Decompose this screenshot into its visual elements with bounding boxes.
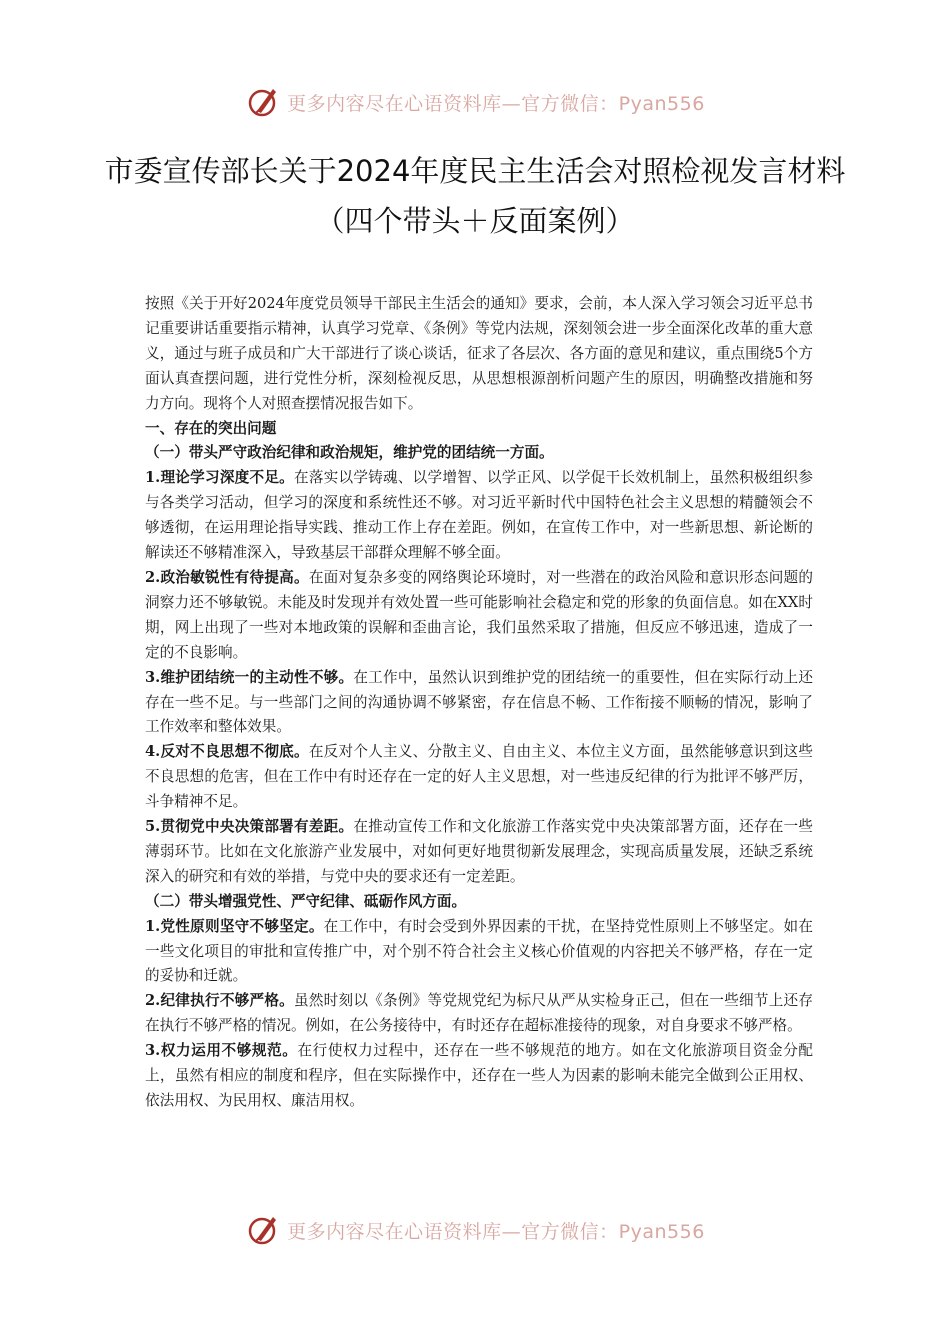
intro-paragraph: 按照《关于开好2024年度党员领导干部民主生活会的通知》要求，会前，本人深入学习领会习近平总书记重要讲话重要指示精神，认真学习党章、《条例》等党内法规，深刻领会进一步全面深化改革的重大意义，通过与班子成员和广大干部进行了谈心谈话，征求了各层次、各方面的意见和建议，重点围绕5个方面认真查摆问题，进行党性分析，深刻检视反思，从思想根源剖析问题产生的原因，明确整改措施和努力方向。现将个人对照查摆情况报告如下。 [145,295,813,412]
list-item [145,915,813,990]
item-head: 1.理论学习深度不足。 [145,469,294,487]
list-item [145,566,813,666]
item-text: 在工作中，有时会受到外界因素的干扰，在坚持党性原则上不够坚定。如在一些文化项目的审批和宣传推广中，对个别不符合社会主义核心价值观的内容把关不够严格，存在一定的妥协和迁就。 [145,917,813,985]
document-title: 市委宣传部长关于2024年度民主生活会对照检视发言材料（四个带头＋反面案例） [104,154,846,238]
subsection-heading: （二）带头增强党性、严守纪律、砥砺作风方面。 [145,892,467,910]
item-head: 1.党性原则坚守不够坚定。 [145,917,324,935]
item-head: 3.维护团结统一的主动性不够。 [145,668,354,686]
watermark-banner-bottom [0,1210,950,1250]
item-text: 在面对复杂多变的网络舆论环境时，对一些潜在的政治风险和意识形态问题的洞察力还不够敏锐。未能及时发现并有效处置一些可能影响社会稳定和党的形象的负面信息。如在XX时期，网上出现了一些对本地政策的误解和歪曲言论，我们虽然采取了措施，但反应不够迅速，造成了一定的不良影响。 [145,568,813,661]
list-item [145,815,813,890]
section-heading: 一、存在的突出问题 [145,419,277,437]
item-head: 2.政治敏锐性有待提高。 [145,568,309,586]
list-item [145,989,813,1039]
watermark-text: 更多内容尽在心语资料库—官方微信：Pyan556 [287,92,705,115]
quill-seal-logo-icon [245,84,281,120]
item-text: 在反对个人主义、分散主义、自由主义、本位主义方面，虽然能够意识到这些不良思想的危害，但在工作中有时还存在一定的好人主义思想，对一些违反纪律的行为批评不够严厉，斗争精神不足。 [145,743,813,811]
item-text: 虽然时刻以《条例》等党规党纪为标尺从严从实检身正己，但在一些细节上还存在执行不够严格的情况。例如，在公务接待中，有时还存在超标准接待的现象，对自身要求不够严格。 [145,992,813,1035]
list-item [145,466,813,566]
item-text: 在推动宣传工作和文化旅游工作落实党中央决策部署方面，还存在一些薄弱环节。比如在文化旅游产业发展中，对如何更好地贯彻新发展理念，实现高质量发展，还缺乏系统深入的研究和有效的举措，与党中央的要求还有一定差距。 [145,818,813,885]
item-text: 在工作中，虽然认识到维护党的团结统一的重要性，但在实际行动上还存在一些不足。与一些部门之间的沟通协调不够紧密，存在信息不畅、工作衔接不顺畅的情况，影响了工作效率和整体效果。 [145,668,813,736]
list-item [145,740,813,815]
item-text: 在行使权力过程中，还存在一些不够规范的地方。如在文化旅游项目资金分配上，虽然有相应的制度和程序，但在实际操作中，还存在一些人为因素的影响未能完全做到公正用权、依法用权、为民用权、廉洁用权。 [145,1042,813,1109]
item-text: 在落实以学铸魂、以学增智、以学正风、以学促干长效机制上，虽然积极组织参与各类学习活动，但学习的深度和系统性还不够。对习近平新时代中国特色社会主义思想的精髓领会不够透彻，在运用理论指导实践、推动工作上存在差距。例如，在宣传工作中，对一些新思想、新论断的解读还不够精准深入，导致基层干部群众理解不够全面。 [145,469,813,562]
list-item [145,666,813,741]
list-item [145,1039,813,1114]
watermark-banner-top [0,82,950,122]
item-head: 3.权力运用不够规范。 [145,1042,298,1060]
item-head: 2.纪律执行不够严格。 [145,992,294,1010]
item-head: 5.贯彻党中央决策部署有差距。 [145,818,354,836]
watermark-text: 更多内容尽在心语资料库—官方微信：Pyan556 [287,1220,705,1243]
item-head: 4.反对不良思想不彻底。 [145,743,309,761]
quill-seal-logo-icon [245,1212,281,1248]
subsection-heading: （一）带头严守政治纪律和政治规矩，维护党的团结统一方面。 [145,444,554,462]
document-body [145,292,813,1114]
